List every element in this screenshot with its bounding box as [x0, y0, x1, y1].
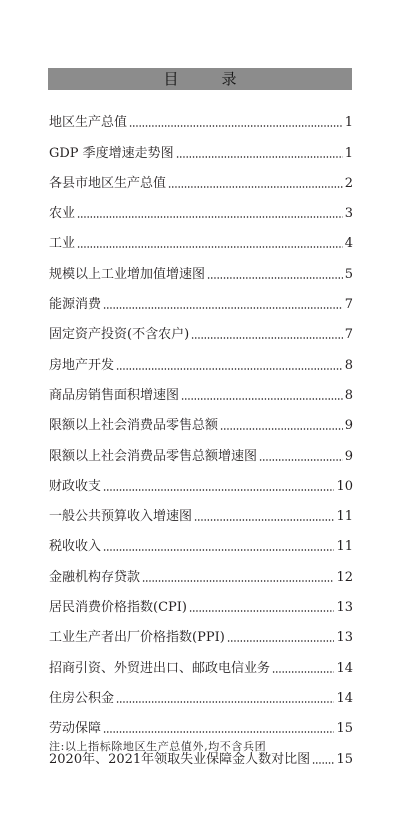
toc-entry-page-number: 7 — [344, 297, 353, 313]
toc-entry-page-number: 15 — [336, 721, 353, 737]
toc-entry-page-number: 1 — [344, 145, 353, 161]
toc-entry-page-number: 9 — [344, 418, 353, 434]
toc-entry-title: 居民消费价格指数(CPI) — [49, 600, 187, 616]
toc-entry-page-number: 13 — [336, 600, 353, 616]
dot-leader — [77, 216, 343, 218]
toc-entry-page-number: 13 — [336, 630, 353, 646]
toc-entry[interactable] — [49, 585, 353, 615]
contents-title: 目 录 — [48, 68, 352, 90]
toc-entry[interactable] — [49, 373, 353, 403]
toc-entry-page-number: 7 — [344, 327, 353, 343]
toc-entry[interactable] — [49, 191, 353, 221]
toc-entry-title: 限额以上社会消费品零售总额 — [49, 418, 219, 434]
toc-entry-title: GDP 季度增速走势图 — [49, 145, 174, 161]
toc-entry-page-number: 14 — [336, 660, 353, 676]
toc-entry[interactable] — [49, 251, 353, 281]
dot-leader — [77, 246, 343, 248]
toc-entry-title: 规模以上工业增加值增速图 — [49, 266, 206, 282]
dot-leader — [103, 307, 343, 309]
toc-entry-page-number: 3 — [344, 206, 353, 222]
toc-entry-title: 商品房销售面积增速图 — [49, 387, 180, 403]
table-of-contents — [49, 100, 353, 767]
toc-entry[interactable] — [49, 433, 353, 463]
dot-leader — [103, 731, 334, 733]
dot-leader — [259, 459, 343, 461]
toc-entry-page-number: 8 — [344, 357, 353, 373]
toc-entry[interactable] — [49, 403, 353, 433]
dot-leader — [103, 549, 334, 551]
toc-entry-title: 能源消费 — [49, 297, 102, 313]
dot-leader — [103, 489, 334, 491]
toc-entry-page-number: 11 — [336, 509, 353, 525]
toc-entry[interactable] — [49, 342, 353, 372]
toc-entry-title: 一般公共预算收入增速图 — [49, 509, 193, 525]
toc-entry-title: 招商引资、外贸进出口、邮政电信业务 — [49, 660, 271, 676]
toc-entry-title: 农业 — [49, 206, 76, 222]
toc-entry-title: 住房公积金 — [49, 690, 115, 706]
toc-entry[interactable] — [49, 615, 353, 645]
toc-entry-page-number: 11 — [336, 539, 353, 555]
toc-entry[interactable] — [49, 706, 353, 736]
toc-entry-title: 固定资产投资(不含农户) — [49, 327, 190, 343]
toc-entry-title: 2020年、2021年领取失业保障金人数对比图 — [49, 751, 311, 767]
dot-leader — [207, 277, 343, 279]
dot-leader — [272, 671, 334, 673]
dot-leader — [129, 125, 343, 127]
toc-entry[interactable] — [49, 221, 353, 251]
dot-leader — [191, 337, 343, 339]
toc-entry[interactable] — [49, 464, 353, 494]
toc-entry-page-number: 10 — [336, 478, 353, 494]
toc-entry-title: 房地产开发 — [49, 357, 115, 373]
toc-entry[interactable] — [49, 494, 353, 524]
toc-entry-title: 工业生产者出厂价格指数(PPI) — [49, 630, 225, 646]
toc-entry[interactable] — [49, 312, 353, 342]
dot-leader — [220, 428, 343, 430]
toc-entry[interactable] — [49, 100, 353, 130]
toc-entry[interactable] — [49, 161, 353, 191]
toc-entry-page-number: 8 — [344, 387, 353, 403]
toc-entry-title: 各县市地区生产总值 — [49, 175, 167, 191]
dot-leader — [189, 610, 334, 612]
toc-entry[interactable] — [49, 676, 353, 706]
dot-leader — [181, 398, 343, 400]
dot-leader — [116, 368, 343, 370]
dot-leader — [142, 580, 334, 582]
toc-entry-page-number: 12 — [336, 569, 353, 585]
toc-entry-title: 限额以上社会消费品零售总额增速图 — [49, 448, 258, 464]
toc-entry-title: 税收收入 — [49, 539, 102, 555]
toc-entry-title: 工业 — [49, 236, 76, 252]
dot-leader — [168, 186, 343, 188]
dot-leader — [176, 156, 343, 158]
toc-entry[interactable] — [49, 130, 353, 160]
toc-entry-page-number: 9 — [344, 448, 353, 464]
footnote: 注:以上指标除地区生产总值外,均不含兵团 — [49, 740, 267, 753]
toc-entry-page-number: 14 — [336, 690, 353, 706]
toc-entry-page-number: 2 — [344, 175, 353, 191]
toc-entry-page-number: 5 — [344, 266, 353, 282]
dot-leader — [194, 519, 334, 521]
toc-entry[interactable] — [49, 282, 353, 312]
dot-leader — [116, 701, 334, 703]
dot-leader — [312, 762, 334, 764]
toc-entry[interactable] — [49, 645, 353, 675]
toc-entry-page-number: 4 — [344, 236, 353, 252]
dot-leader — [227, 640, 335, 642]
toc-entry-page-number: 15 — [336, 751, 353, 767]
toc-entry-title: 劳动保障 — [49, 721, 102, 737]
toc-entry-title: 金融机构存贷款 — [49, 569, 141, 585]
toc-entry-title: 地区生产总值 — [49, 115, 128, 131]
toc-entry-page-number: 1 — [344, 115, 353, 131]
toc-entry[interactable] — [49, 524, 353, 554]
toc-entry-title: 财政收支 — [49, 478, 102, 494]
toc-entry[interactable] — [49, 554, 353, 584]
